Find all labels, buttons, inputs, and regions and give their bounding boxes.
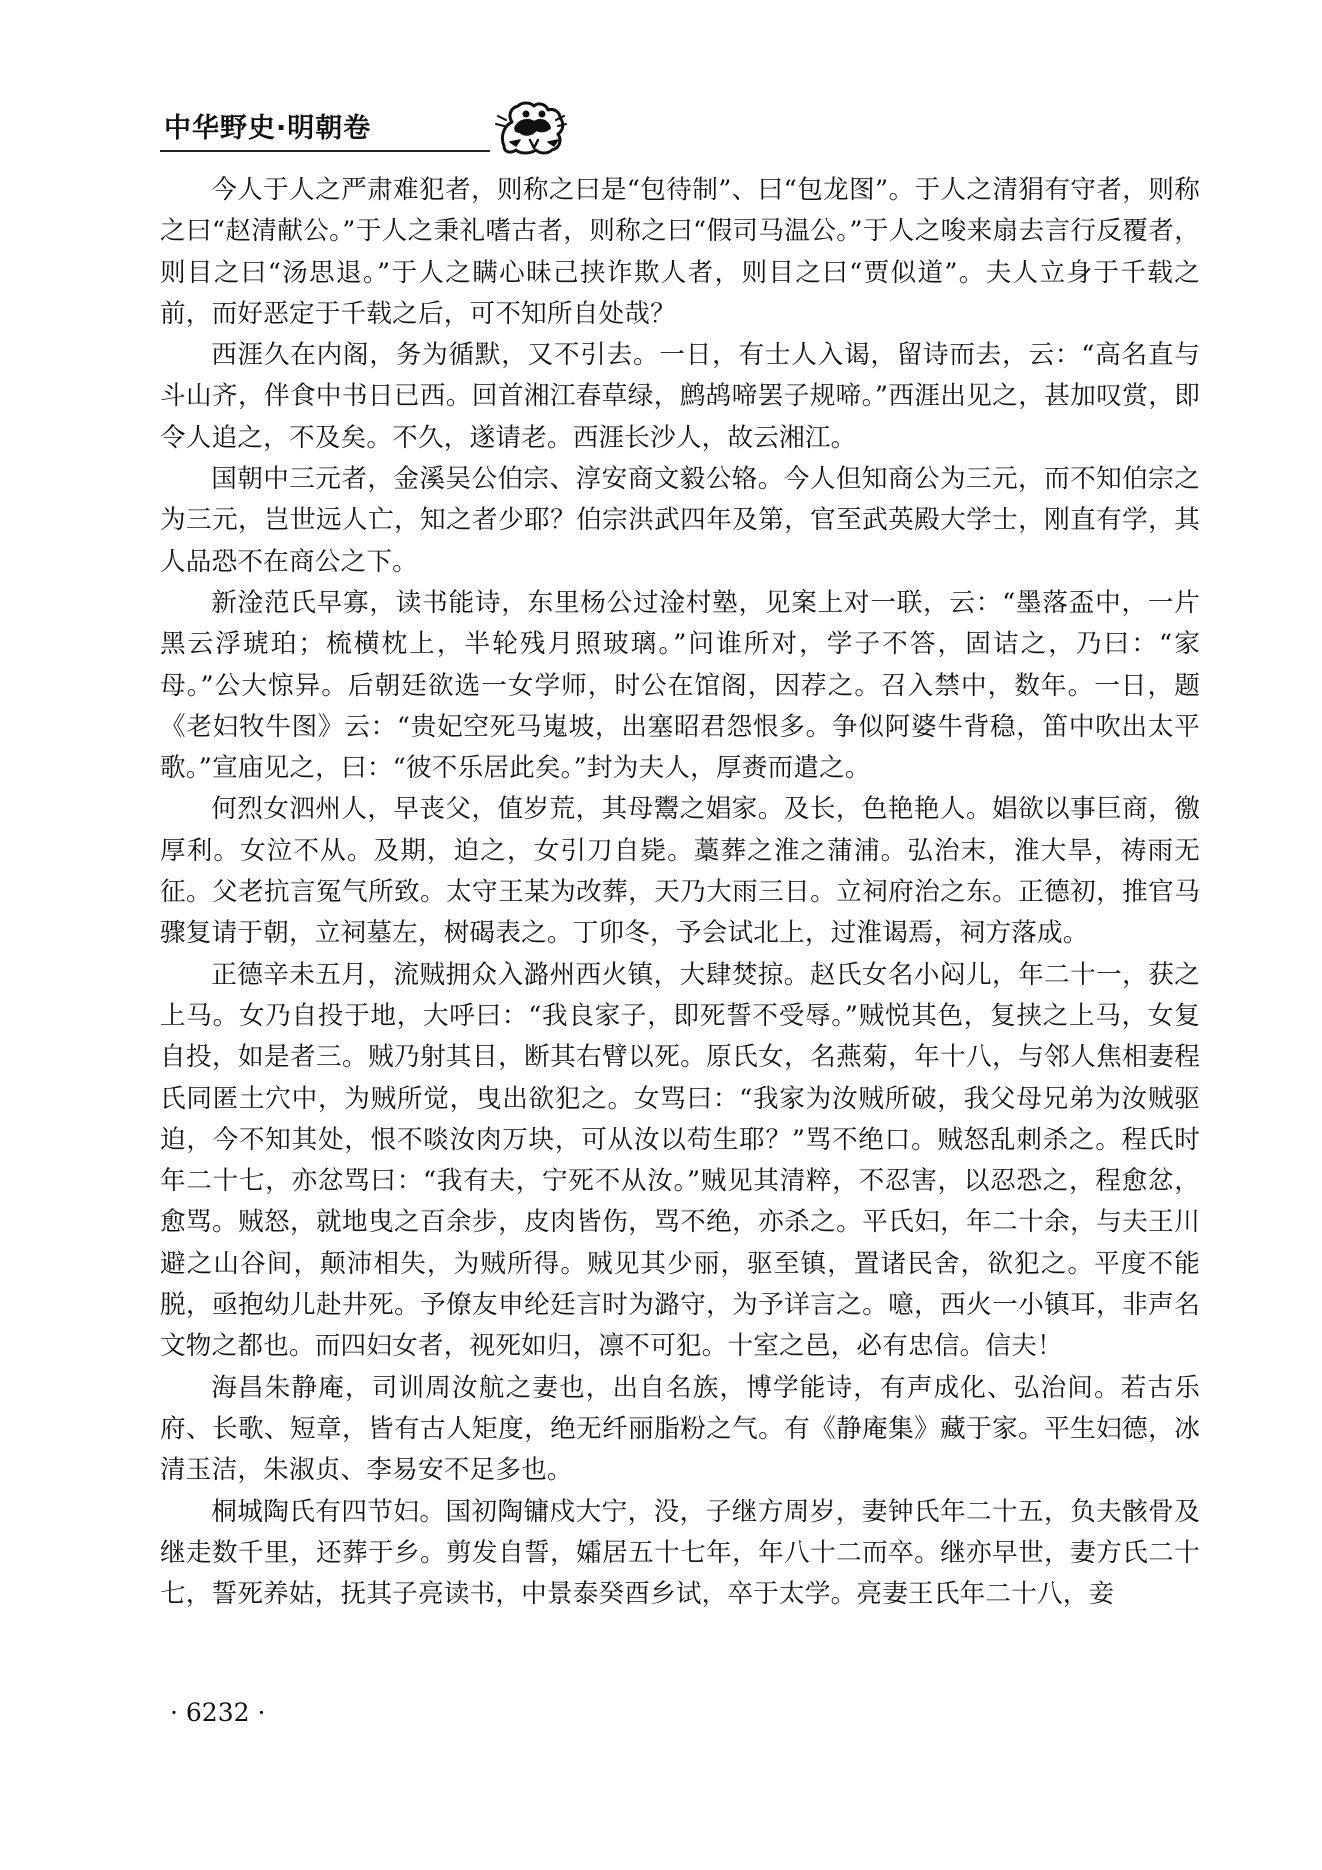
paragraph: 西涯久在内阁，务为循默，又不引去。一日，有士人入谒，留诗而去，云：“高名直与斗山齐，伴食中书日已西。回首湘江春草绿，鹧鸪啼罢子规啼。”西涯出见之，甚加叹赏，即令人追之，不及矣。不久，遂请老。西涯长沙人，故云湘江。 — [160, 340, 1200, 453]
page-header — [160, 96, 1220, 156]
page-number: · 6232 · — [170, 1698, 266, 1727]
paragraph: 桐城陶氏有四节妇。国初陶镛戍大宁，没，子继方周岁，妻钟氏年二十五，负夫骸骨及继走数千里，还葬于乡。剪发自誓，孀居五十七年，年八十二而卒。继亦早世，妻方氏二十七，誓死养姑，抚其子亮读书，中景泰癸酉乡试，卒于太学。亮妻王氏年二十八，妾 — [160, 1496, 1200, 1610]
paragraph: 海昌朱静庵，司训周汝航之妻也，出自名族，博学能诗，有声成化、弘治间。若古乐府、长歌、短章，皆有古人矩度，绝无纤丽脂粉之气。有《静庵集》藏于家。平生妇德，冰清玉洁，朱淑贞、李易安不足多也。 — [160, 1372, 1200, 1486]
dragon-emblem-icon — [490, 96, 574, 160]
paragraph: 何烈女泗州人，早丧父，值岁荒，其母鬻之娼家。及长，色艳艳人。娼欲以事巨商，徼厚利。女泣不从。及期，迫之，女引刀自毙。藁葬之淮之蒲浦。弘治末，淮大旱，祷雨无征。父老抗言冤气所致。太守王某为改葬，天乃大雨三日。立祠府治之东。正德初，推官马骤复请于朝，立祠墓左，树碣表之。丁卯冬，予会试北上，过淮谒焉，祠方落成。 — [160, 794, 1200, 949]
paragraph: 今人于人之严肃难犯者，则称之曰是“包待制”、曰“包龙图”。于人之清狷有守者，则称之曰“赵清献公。”于人之秉礼嗜古者，则称之曰“假司马温公。”于人之唆来扇去言行反覆者，则目之曰“汤思退。”于人之瞒心昧己挟诈欺人者，则目之曰“贾似道”。夫人立身于千载之前，而好恶定于千载之后，可不知所自处哉？ — [160, 175, 1200, 329]
book-title: 中华野史·明朝卷 — [164, 113, 372, 144]
header-divider — [160, 150, 490, 152]
page-body — [160, 170, 1200, 1615]
paragraph: 正德辛未五月，流贼拥众入潞州西火镇，大肆焚掠。赵氏女名小闷儿，年二十一，获之上马。女乃自投于地，大呼曰：“我良家子，即死誓不受辱。”贼悦其色，复挟之上马，女复自投，如是者三。贼乃射其目，断其右臂以死。原氏女，名燕菊，年十八，与邻人焦相妻程氏同匿土穴中，为贼所觉，曳出欲犯之。女骂曰：“我家为汝贼所破，我父母兄弟为汝贼驱迫，今不知其处，恨不啖汝肉万块，可从汝以苟生耶？”骂不绝口。贼怒乱刺杀之。程氏时年二十七，亦忿骂曰：“我有夫，宁死不从汝。”贼见其清粹，不忍害，以忍恐之，程愈忿，愈骂。贼怒，就地曳之百余步，皮肉皆伤，骂不绝，亦杀之。平氏妇，年二十余，与夫王川避之山谷间，颠沛相失，为贼所得。贼见其少丽，驱至镇，置诸民舍，欲犯之。平度不能脱，亟抱幼儿赴井死。予僚友申纶廷言时为潞守，为予详言之。噫，西火一小镇耳，非声名文物之都也。而四妇女者，视死如归，凛不可犯。十室之邑，必有忠信。信夫！ — [160, 959, 1200, 1362]
paragraph: 国朝中三元者，金溪吴公伯宗、淳安商文毅公辂。今人但知商公为三元，而不知伯宗之为三元，岂世远人亡，知之者少耶？伯宗洪武四年及第，官至武英殿大学士，刚直有学，其人品恐不在商公之下。 — [160, 464, 1200, 577]
paragraph: 新淦范氏早寡，读书能诗，东里杨公过淦村塾，见案上对一联，云：“墨落盃中，一片黑云浮琥珀；梳横枕上，半轮残月照玻璃。”问谁所对，学子不答，固诘之，乃曰：“家母。”公大惊异。后朝廷欲选一女学师，时公在馆阁，因荐之。召入禁中，数年。一日，题《老妇牧牛图》云：“贵妃空死马嵬坡，出塞昭君怨恨多。争似阿婆牛背稳，笛中吹出太平歌。”宣庙见之，曰：“彼不乐居此矣。”封为夫人，厚赉而遣之。 — [160, 587, 1200, 784]
